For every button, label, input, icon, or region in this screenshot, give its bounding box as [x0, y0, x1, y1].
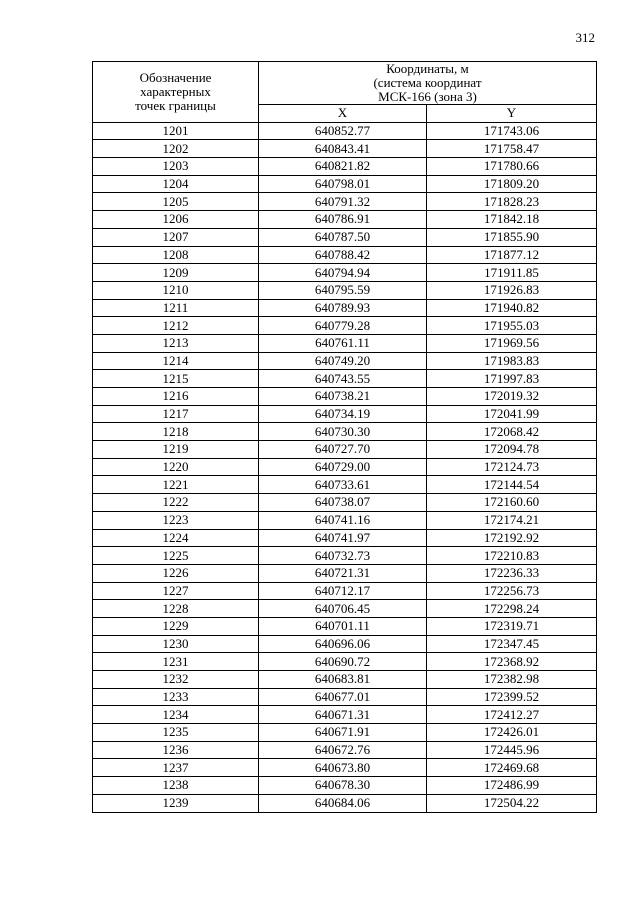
table-row [93, 458, 597, 476]
y-coordinate-cell: 171855.90 [427, 228, 597, 246]
point-id-cell: 1237 [93, 759, 259, 777]
y-coordinate-cell: 172445.96 [427, 741, 597, 759]
point-id-cell: 1211 [93, 299, 259, 317]
y-coordinate-cell: 171969.56 [427, 334, 597, 352]
x-coordinate-cell: 640732.73 [259, 547, 427, 565]
x-coordinate-cell: 640729.00 [259, 458, 427, 476]
table-row [93, 777, 597, 795]
y-coordinate-cell: 171911.85 [427, 264, 597, 282]
coordinates-header [259, 62, 597, 105]
table-row [93, 724, 597, 742]
point-id-cell: 1210 [93, 281, 259, 299]
table-row [93, 582, 597, 600]
y-coordinate-cell: 171877.12 [427, 246, 597, 264]
table-row [93, 635, 597, 653]
point-id-cell: 1215 [93, 370, 259, 388]
x-coordinate-cell: 640701.11 [259, 617, 427, 635]
coords-header-line-2: (система координат [373, 75, 482, 90]
y-coordinate-cell: 172504.22 [427, 794, 597, 812]
y-coordinate-cell: 172174.21 [427, 511, 597, 529]
x-coordinate-cell: 640779.28 [259, 317, 427, 335]
table-row [93, 299, 597, 317]
table-row [93, 671, 597, 689]
point-id-cell: 1208 [93, 246, 259, 264]
table-row [93, 175, 597, 193]
y-coordinate-cell: 171780.66 [427, 158, 597, 176]
table-row [93, 759, 597, 777]
table-row [93, 441, 597, 459]
point-header-line-3: точек границы [135, 97, 216, 113]
table-row [93, 281, 597, 299]
table-row [93, 370, 597, 388]
point-id-cell: 1206 [93, 211, 259, 229]
point-id-cell: 1205 [93, 193, 259, 211]
point-id-cell: 1214 [93, 352, 259, 370]
x-coordinate-cell: 640671.91 [259, 724, 427, 742]
table-row [93, 334, 597, 352]
x-coordinate-cell: 640738.21 [259, 388, 427, 406]
x-coordinate-cell: 640734.19 [259, 405, 427, 423]
table-row [93, 264, 597, 282]
table-row [93, 600, 597, 618]
x-coordinate-cell: 640721.31 [259, 564, 427, 582]
x-coordinate-cell: 640696.06 [259, 635, 427, 653]
x-coordinate-cell: 640741.97 [259, 529, 427, 547]
y-coordinate-cell: 171743.06 [427, 122, 597, 140]
point-id-cell: 1230 [93, 635, 259, 653]
coords-header-line-3: МСК-166 (зона 3) [378, 89, 477, 104]
table-row [93, 317, 597, 335]
y-coordinate-cell: 172319.71 [427, 617, 597, 635]
x-coordinate-cell: 640798.01 [259, 175, 427, 193]
table-row [93, 511, 597, 529]
x-coordinate-cell: 640727.70 [259, 441, 427, 459]
y-coordinate-cell: 172144.54 [427, 476, 597, 494]
point-id-cell: 1204 [93, 175, 259, 193]
x-coordinate-cell: 640795.59 [259, 281, 427, 299]
x-coordinate-cell: 640738.07 [259, 494, 427, 512]
y-coordinate-cell: 171809.20 [427, 175, 597, 193]
point-id-cell: 1229 [93, 617, 259, 635]
y-coordinate-cell: 172426.01 [427, 724, 597, 742]
x-coordinate-cell: 640684.06 [259, 794, 427, 812]
point-id-cell: 1218 [93, 423, 259, 441]
x-coordinate-cell: 640690.72 [259, 653, 427, 671]
x-coordinate-cell: 640706.45 [259, 600, 427, 618]
point-id-cell: 1201 [93, 122, 259, 140]
point-id-cell: 1213 [93, 334, 259, 352]
y-coordinate-cell: 172412.27 [427, 706, 597, 724]
y-coordinate-cell: 172236.33 [427, 564, 597, 582]
point-id-cell: 1217 [93, 405, 259, 423]
x-coordinate-cell: 640683.81 [259, 671, 427, 689]
x-coordinate-cell: 640671.31 [259, 706, 427, 724]
table-row [93, 122, 597, 140]
table-row [93, 617, 597, 635]
y-coordinate-cell: 172486.99 [427, 777, 597, 795]
y-coordinate-cell: 172019.32 [427, 388, 597, 406]
y-coordinate-cell: 172368.92 [427, 653, 597, 671]
point-id-cell: 1239 [93, 794, 259, 812]
table-row [93, 405, 597, 423]
point-id-cell: 1223 [93, 511, 259, 529]
x-coordinate-cell: 640672.76 [259, 741, 427, 759]
y-coordinate-cell: 172347.45 [427, 635, 597, 653]
y-coordinate-cell: 172469.68 [427, 759, 597, 777]
y-coordinate-cell: 172094.78 [427, 441, 597, 459]
table-row [93, 741, 597, 759]
x-coordinate-cell: 640788.42 [259, 246, 427, 264]
coordinates-table [92, 61, 597, 813]
table-row [93, 423, 597, 441]
y-coordinate-cell: 171828.23 [427, 193, 597, 211]
table-row [93, 158, 597, 176]
page-number: 312 [575, 30, 595, 45]
x-coordinate-cell: 640789.93 [259, 299, 427, 317]
point-designation-header [93, 62, 259, 123]
x-coordinate-cell: 640673.80 [259, 759, 427, 777]
table-row [93, 352, 597, 370]
y-coordinate-cell: 172210.83 [427, 547, 597, 565]
x-coordinate-cell: 640712.17 [259, 582, 427, 600]
table-row [93, 140, 597, 158]
point-id-cell: 1232 [93, 671, 259, 689]
table-row [93, 529, 597, 547]
point-id-cell: 1235 [93, 724, 259, 742]
table-row [93, 494, 597, 512]
x-coordinate-cell: 640843.41 [259, 140, 427, 158]
table-row [93, 564, 597, 582]
x-coordinate-cell: 640743.55 [259, 370, 427, 388]
table-row [93, 794, 597, 812]
x-coordinate-cell: 640730.30 [259, 423, 427, 441]
y-coordinate-cell: 171758.47 [427, 140, 597, 158]
y-coordinate-cell: 171983.83 [427, 352, 597, 370]
x-coordinate-cell: 640749.20 [259, 352, 427, 370]
point-id-cell: 1231 [93, 653, 259, 671]
y-coordinate-cell: 171940.82 [427, 299, 597, 317]
point-id-cell: 1216 [93, 388, 259, 406]
point-id-cell: 1236 [93, 741, 259, 759]
x-coordinate-cell: 640791.32 [259, 193, 427, 211]
y-coordinate-cell: 172160.60 [427, 494, 597, 512]
coords-header-line-1: Координаты, м [386, 61, 469, 76]
point-id-cell: 1227 [93, 582, 259, 600]
table-row [93, 193, 597, 211]
x-coordinate-cell: 640733.61 [259, 476, 427, 494]
table-row [93, 547, 597, 565]
y-coordinate-cell: 171955.03 [427, 317, 597, 335]
table-row [93, 706, 597, 724]
y-coordinate-cell: 172192.92 [427, 529, 597, 547]
x-coordinate-cell: 640741.16 [259, 511, 427, 529]
point-id-cell: 1212 [93, 317, 259, 335]
point-id-cell: 1202 [93, 140, 259, 158]
point-id-cell: 1209 [93, 264, 259, 282]
point-id-cell: 1233 [93, 688, 259, 706]
point-id-cell: 1238 [93, 777, 259, 795]
table-row [93, 476, 597, 494]
y-coordinate-cell: 172399.52 [427, 688, 597, 706]
x-coordinate-cell: 640794.94 [259, 264, 427, 282]
y-coordinate-cell: 172068.42 [427, 423, 597, 441]
x-coordinate-cell: 640678.30 [259, 777, 427, 795]
y-column-header: Y [427, 105, 597, 123]
point-id-cell: 1224 [93, 529, 259, 547]
y-coordinate-cell: 171842.18 [427, 211, 597, 229]
point-id-cell: 1234 [93, 706, 259, 724]
x-coordinate-cell: 640761.11 [259, 334, 427, 352]
y-coordinate-cell: 172041.99 [427, 405, 597, 423]
table-row [93, 388, 597, 406]
table-row [93, 228, 597, 246]
x-column-header: X [259, 105, 427, 123]
y-coordinate-cell: 171997.83 [427, 370, 597, 388]
point-id-cell: 1222 [93, 494, 259, 512]
table-row [93, 653, 597, 671]
y-coordinate-cell: 172382.98 [427, 671, 597, 689]
x-coordinate-cell: 640821.82 [259, 158, 427, 176]
point-id-cell: 1226 [93, 564, 259, 582]
x-coordinate-cell: 640786.91 [259, 211, 427, 229]
table-row [93, 211, 597, 229]
point-header-line-2: характерных [140, 83, 211, 99]
y-coordinate-cell: 172124.73 [427, 458, 597, 476]
point-id-cell: 1225 [93, 547, 259, 565]
coordinates-body [93, 122, 597, 812]
y-coordinate-cell: 172256.73 [427, 582, 597, 600]
point-header-line-1: Обозначение [139, 69, 212, 85]
point-id-cell: 1207 [93, 228, 259, 246]
table-row [93, 246, 597, 264]
point-id-cell: 1221 [93, 476, 259, 494]
point-id-cell: 1228 [93, 600, 259, 618]
x-coordinate-cell: 640852.77 [259, 122, 427, 140]
point-id-cell: 1219 [93, 441, 259, 459]
point-id-cell: 1220 [93, 458, 259, 476]
y-coordinate-cell: 172298.24 [427, 600, 597, 618]
y-coordinate-cell: 171926.83 [427, 281, 597, 299]
point-id-cell: 1203 [93, 158, 259, 176]
table-row [93, 688, 597, 706]
x-coordinate-cell: 640677.01 [259, 688, 427, 706]
x-coordinate-cell: 640787.50 [259, 228, 427, 246]
